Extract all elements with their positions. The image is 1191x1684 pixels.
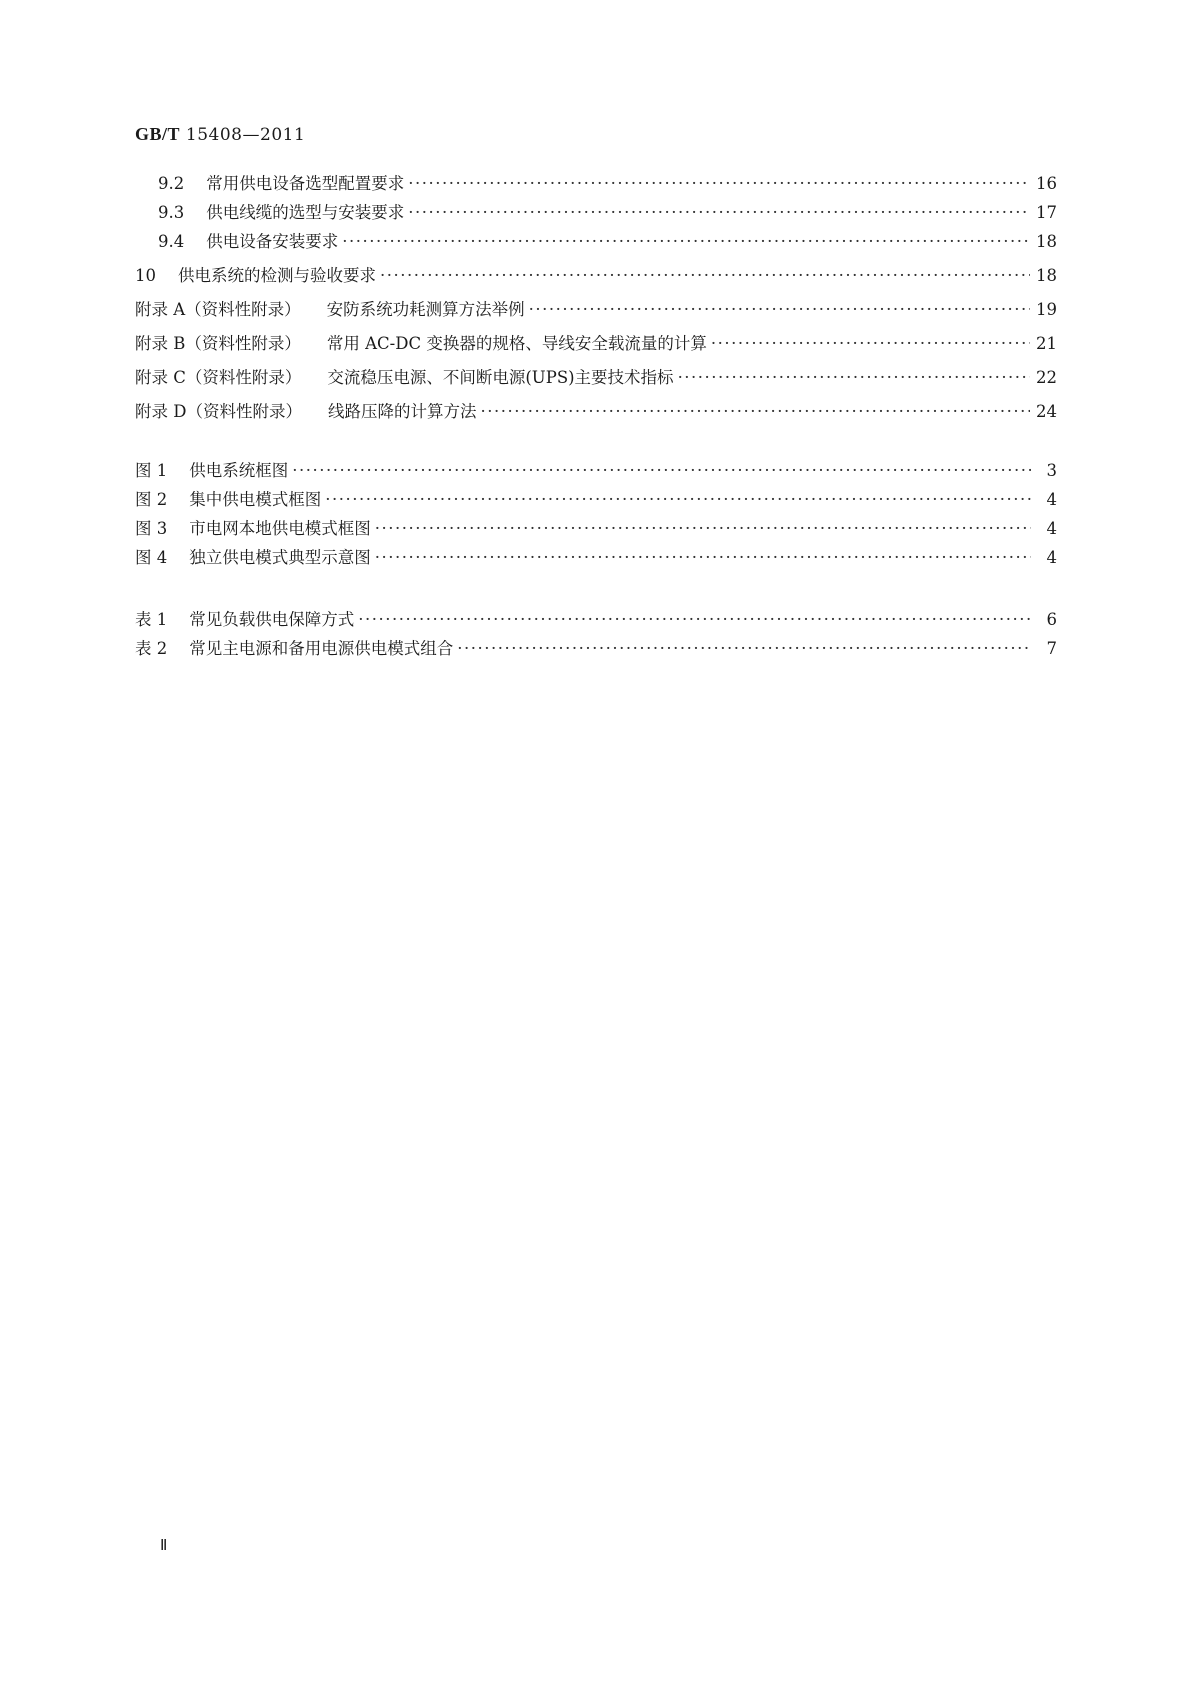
toc-entry-title: 常见主电源和备用电源供电模式组合 [189,639,454,658]
toc-dot-leader [457,639,1031,658]
toc-dot-leader [375,548,1031,567]
toc-entry-title: 供电设备安装要求 [206,232,339,251]
document-header [135,124,305,145]
toc-entry-number: 9.3 [158,203,185,222]
toc-entry-title: 供电系统的检测与验收要求 [178,266,376,285]
toc-entry-page: 24 [1036,402,1057,421]
toc-entry[interactable] [135,262,1057,286]
toc-dot-leader [480,402,1030,421]
toc-entry[interactable] [135,398,1057,422]
toc-entry-page: 18 [1036,266,1057,285]
toc-entry-page: 16 [1036,174,1057,193]
toc-entry-page: 3 [1046,461,1057,480]
toc-entry[interactable] [135,199,1057,223]
toc-entry[interactable] [135,364,1057,388]
toc-entry-number: 表 2 [135,639,168,658]
toc-entry[interactable] [135,296,1057,320]
toc-entry[interactable] [135,170,1057,194]
toc-entry-page: 18 [1036,232,1057,251]
toc-entry-title: 交流稳压电源、不间断电源(UPS)主要技术指标 [327,368,674,387]
toc-entry-page: 7 [1046,639,1057,658]
toc-entry-title: 常见负载供电保障方式 [189,610,355,629]
toc-entry-page: 4 [1046,548,1057,567]
toc-entry-title: 常用供电设备选型配置要求 [206,174,405,193]
toc-dot-leader [678,368,1030,387]
toc-entry-number: 附录 A（资料性附录） [135,300,301,319]
toc-entry-number: 图 1 [135,461,168,480]
toc-dot-leader [711,334,1030,353]
toc-entry-title: 集中供电模式框图 [189,490,322,509]
toc-entry-title: 供电系统框图 [189,461,289,480]
toc-dot-leader [408,174,1030,193]
toc-entry-number: 图 2 [135,490,168,509]
toc-dot-leader [325,490,1031,509]
toc-entry-number: 附录 D（资料性附录） [135,402,302,421]
toc-entry[interactable] [135,330,1057,354]
toc-dot-leader [292,461,1031,480]
standard-code: GB/T [135,124,181,144]
toc-entry-page: 22 [1036,368,1057,387]
toc-entry-number: 10 [135,266,156,285]
toc-entry[interactable] [135,457,1057,481]
toc-entry-number: 图 4 [135,548,168,567]
toc-dot-leader [375,519,1031,538]
toc-entry[interactable] [135,515,1057,539]
toc-entry[interactable] [135,228,1057,252]
standard-number: 15408—2011 [185,125,306,145]
toc-entry-title: 市电网本地供电模式框图 [189,519,371,538]
toc-entry-page: 4 [1046,490,1057,509]
toc-entry-title: 常用 AC-DC 变换器的规格、导线安全载流量的计算 [326,334,707,353]
toc-entry-page: 17 [1036,203,1057,222]
toc-entry-title: 线路压降的计算方法 [327,402,477,421]
toc-entry-number: 附录 C（资料性附录） [135,368,302,387]
toc-entry-title: 供电线缆的选型与安装要求 [206,203,405,222]
toc-entry[interactable] [135,635,1057,659]
toc-entry-number: 表 1 [135,610,168,629]
toc-entry-number: 图 3 [135,519,168,538]
toc-entry-number: 附录 B（资料性附录） [135,334,301,353]
toc-dot-leader [408,203,1030,222]
toc-entry[interactable] [135,544,1057,568]
toc-entry-page: 6 [1046,610,1057,629]
toc-entry-page: 19 [1036,300,1057,319]
toc-dot-leader [380,266,1030,285]
toc-dot-leader [358,610,1031,629]
toc-entry[interactable] [135,606,1057,630]
toc-dot-leader [529,300,1030,319]
toc-entry-title: 安防系统功耗测算方法举例 [326,300,525,319]
toc-entry-title: 独立供电模式典型示意图 [189,548,371,567]
toc-entry-number: 9.4 [158,232,185,251]
toc-entry[interactable] [135,486,1057,510]
toc-entry-page: 21 [1036,334,1057,353]
toc-entry-number: 9.2 [158,174,185,193]
toc-entry-page: 4 [1046,519,1057,538]
page-number: Ⅱ [160,1538,168,1554]
toc-dot-leader [342,232,1030,251]
